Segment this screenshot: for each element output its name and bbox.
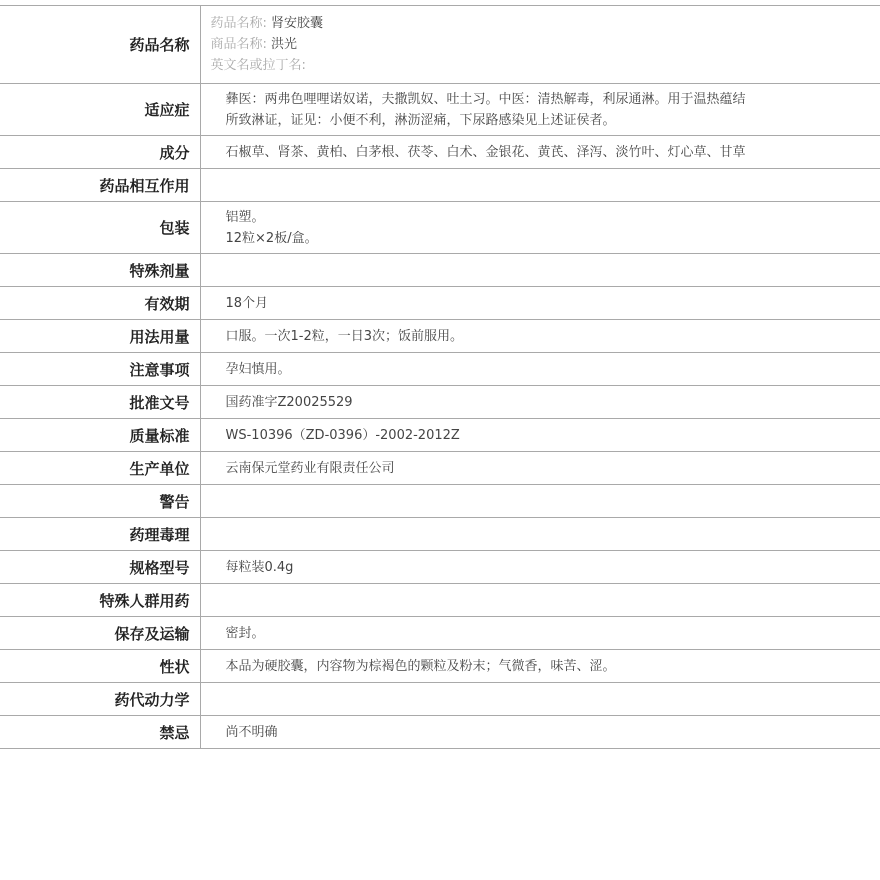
- row-contraindications: [0, 716, 880, 749]
- generic-name-value: 肾安胶囊: [271, 16, 324, 31]
- row-interactions: [0, 169, 880, 202]
- row-drug-name: [0, 6, 880, 84]
- packaging-line-1: 铝塑。: [225, 209, 265, 225]
- indications-line-1: 彝医：两弗色哩哩诺奴诺，夫撒凯奴、吐土习。中医：清热解毒，利尿通淋。用于温热蕴结: [225, 91, 746, 107]
- row-specification: [0, 551, 880, 584]
- row-label: 特殊人群用药: [0, 584, 200, 617]
- row-label: 成分: [0, 136, 200, 169]
- row-special-population: [0, 584, 880, 617]
- row-value: 密封。: [225, 625, 265, 641]
- row-value: WS-10396（ZD-0396）-2002-2012Z: [225, 427, 460, 443]
- generic-name-line: [211, 13, 880, 34]
- row-label: 药品相互作用: [0, 169, 200, 202]
- row-ingredients: [0, 136, 880, 169]
- row-value: 孕妇慎用。: [225, 361, 291, 377]
- row-packaging: [0, 202, 880, 254]
- row-special-dosage: [0, 254, 880, 287]
- row-label: 特殊剂量: [0, 254, 200, 287]
- row-value: [200, 683, 880, 716]
- row-value: 本品为硬胶囊，内容物为棕褐色的颗粒及粉末；气微香，味苦、涩。: [225, 658, 616, 674]
- row-approval-number: [0, 386, 880, 419]
- row-label: 包装: [0, 202, 200, 254]
- row-usage: [0, 320, 880, 353]
- row-label: 适应症: [0, 84, 200, 136]
- row-value: [200, 254, 880, 287]
- row-value: 18个月: [225, 295, 269, 311]
- row-label: 批准文号: [0, 386, 200, 419]
- trade-name-value: 洪光: [271, 37, 298, 52]
- row-value: [200, 6, 880, 84]
- row-value: 云南保元堂药业有限责任公司: [225, 460, 395, 476]
- row-value: 石椒草、肾茶、黄柏、白茅根、茯苓、白术、金银花、黄芪、泽泻、淡竹叶、灯心草、甘草: [225, 144, 746, 160]
- row-value: 每粒装0.4g: [225, 559, 294, 575]
- english-name-line: [211, 55, 880, 76]
- row-label: 警告: [0, 485, 200, 518]
- row-label: 保存及运输: [0, 617, 200, 650]
- row-value: [200, 518, 880, 551]
- row-label: 有效期: [0, 287, 200, 320]
- row-label: 质量标准: [0, 419, 200, 452]
- row-value: [200, 202, 880, 254]
- row-value: [200, 84, 880, 136]
- row-value: [200, 169, 880, 202]
- trade-name-line: [211, 34, 880, 55]
- row-label: 性状: [0, 650, 200, 683]
- row-pharmacokinetics: [0, 683, 880, 716]
- row-value: [200, 584, 880, 617]
- row-appearance: [0, 650, 880, 683]
- row-shelf-life: [0, 287, 880, 320]
- indications-line-2: 所致淋证，证见：小便不利，淋沥涩痛，下尿路感染见上述证侯者。: [225, 112, 616, 128]
- row-storage: [0, 617, 880, 650]
- trade-name-key: 商品名称:: [210, 37, 267, 52]
- row-label: 规格型号: [0, 551, 200, 584]
- row-manufacturer: [0, 452, 880, 485]
- row-value: 国药准字Z20025529: [225, 394, 353, 410]
- row-label: 用法用量: [0, 320, 200, 353]
- row-label: 药理毒理: [0, 518, 200, 551]
- row-label: 药品名称: [0, 6, 200, 84]
- row-pharmacology: [0, 518, 880, 551]
- row-quality-standard: [0, 419, 880, 452]
- row-indications: [0, 84, 880, 136]
- row-precautions: [0, 353, 880, 386]
- packaging-line-2: 12粒×2板/盒。: [225, 230, 318, 246]
- row-warning: [0, 485, 880, 518]
- row-value: [200, 485, 880, 518]
- generic-name-key: 药品名称:: [210, 16, 267, 31]
- row-value: 尚不明确: [225, 724, 278, 740]
- row-label: 药代动力学: [0, 683, 200, 716]
- row-value: 口服。一次1-2粒，一日3次；饭前服用。: [225, 328, 464, 344]
- row-label: 注意事项: [0, 353, 200, 386]
- row-label: 生产单位: [0, 452, 200, 485]
- drug-info-table: [0, 5, 880, 749]
- english-name-key: 英文名或拉丁名:: [210, 58, 306, 73]
- row-label: 禁忌: [0, 716, 200, 749]
